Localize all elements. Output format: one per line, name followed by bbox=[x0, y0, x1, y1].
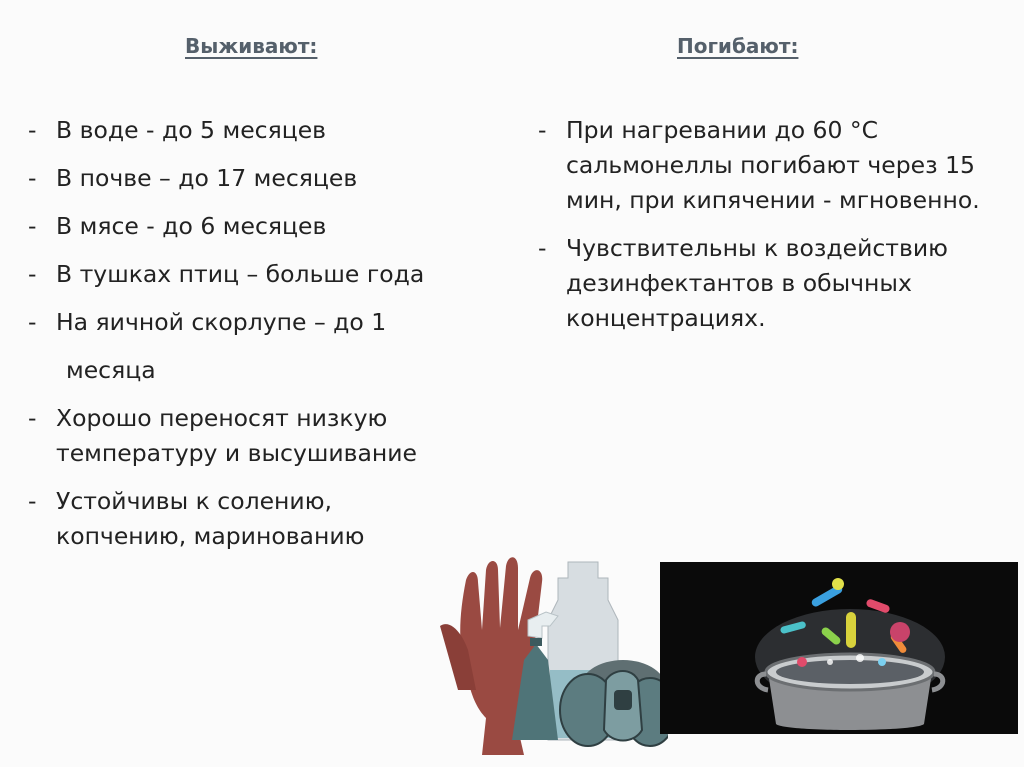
list-item: - При нагревании до 60 °C сальмонеллы погибают через 15 мин, при кипячении - мгновенно. bbox=[538, 113, 1008, 218]
list-item: - В мясе - до 6 месяцев bbox=[28, 209, 468, 244]
survive-list bbox=[28, 113, 468, 567]
list-item: - В почве – до 17 месяцев bbox=[28, 161, 468, 196]
boiling-pot-bacteria-icon bbox=[660, 562, 1018, 734]
list-item-continuation: месяца bbox=[66, 356, 156, 384]
list-item: - В воде - до 5 месяцев bbox=[28, 113, 468, 148]
list-item: - В тушках птиц – больше года bbox=[28, 257, 468, 292]
list-item: - Устойчивы к солению, копчению, маринованию bbox=[28, 484, 468, 554]
heading-perish: Погибают: bbox=[677, 34, 799, 58]
list-item: - Хорошо переносят низкую температуру и высушивание bbox=[28, 401, 468, 471]
list-item: - Чувствительны к воздействию дезинфектантов в обычных концентрациях. bbox=[538, 231, 1008, 336]
gloves-spray-respirator-icon bbox=[438, 540, 668, 762]
heading-survive: Выживают: bbox=[185, 34, 318, 58]
list-item: - На яичной скорлупе – до 1 bbox=[28, 305, 468, 340]
perish-list bbox=[538, 113, 1008, 349]
